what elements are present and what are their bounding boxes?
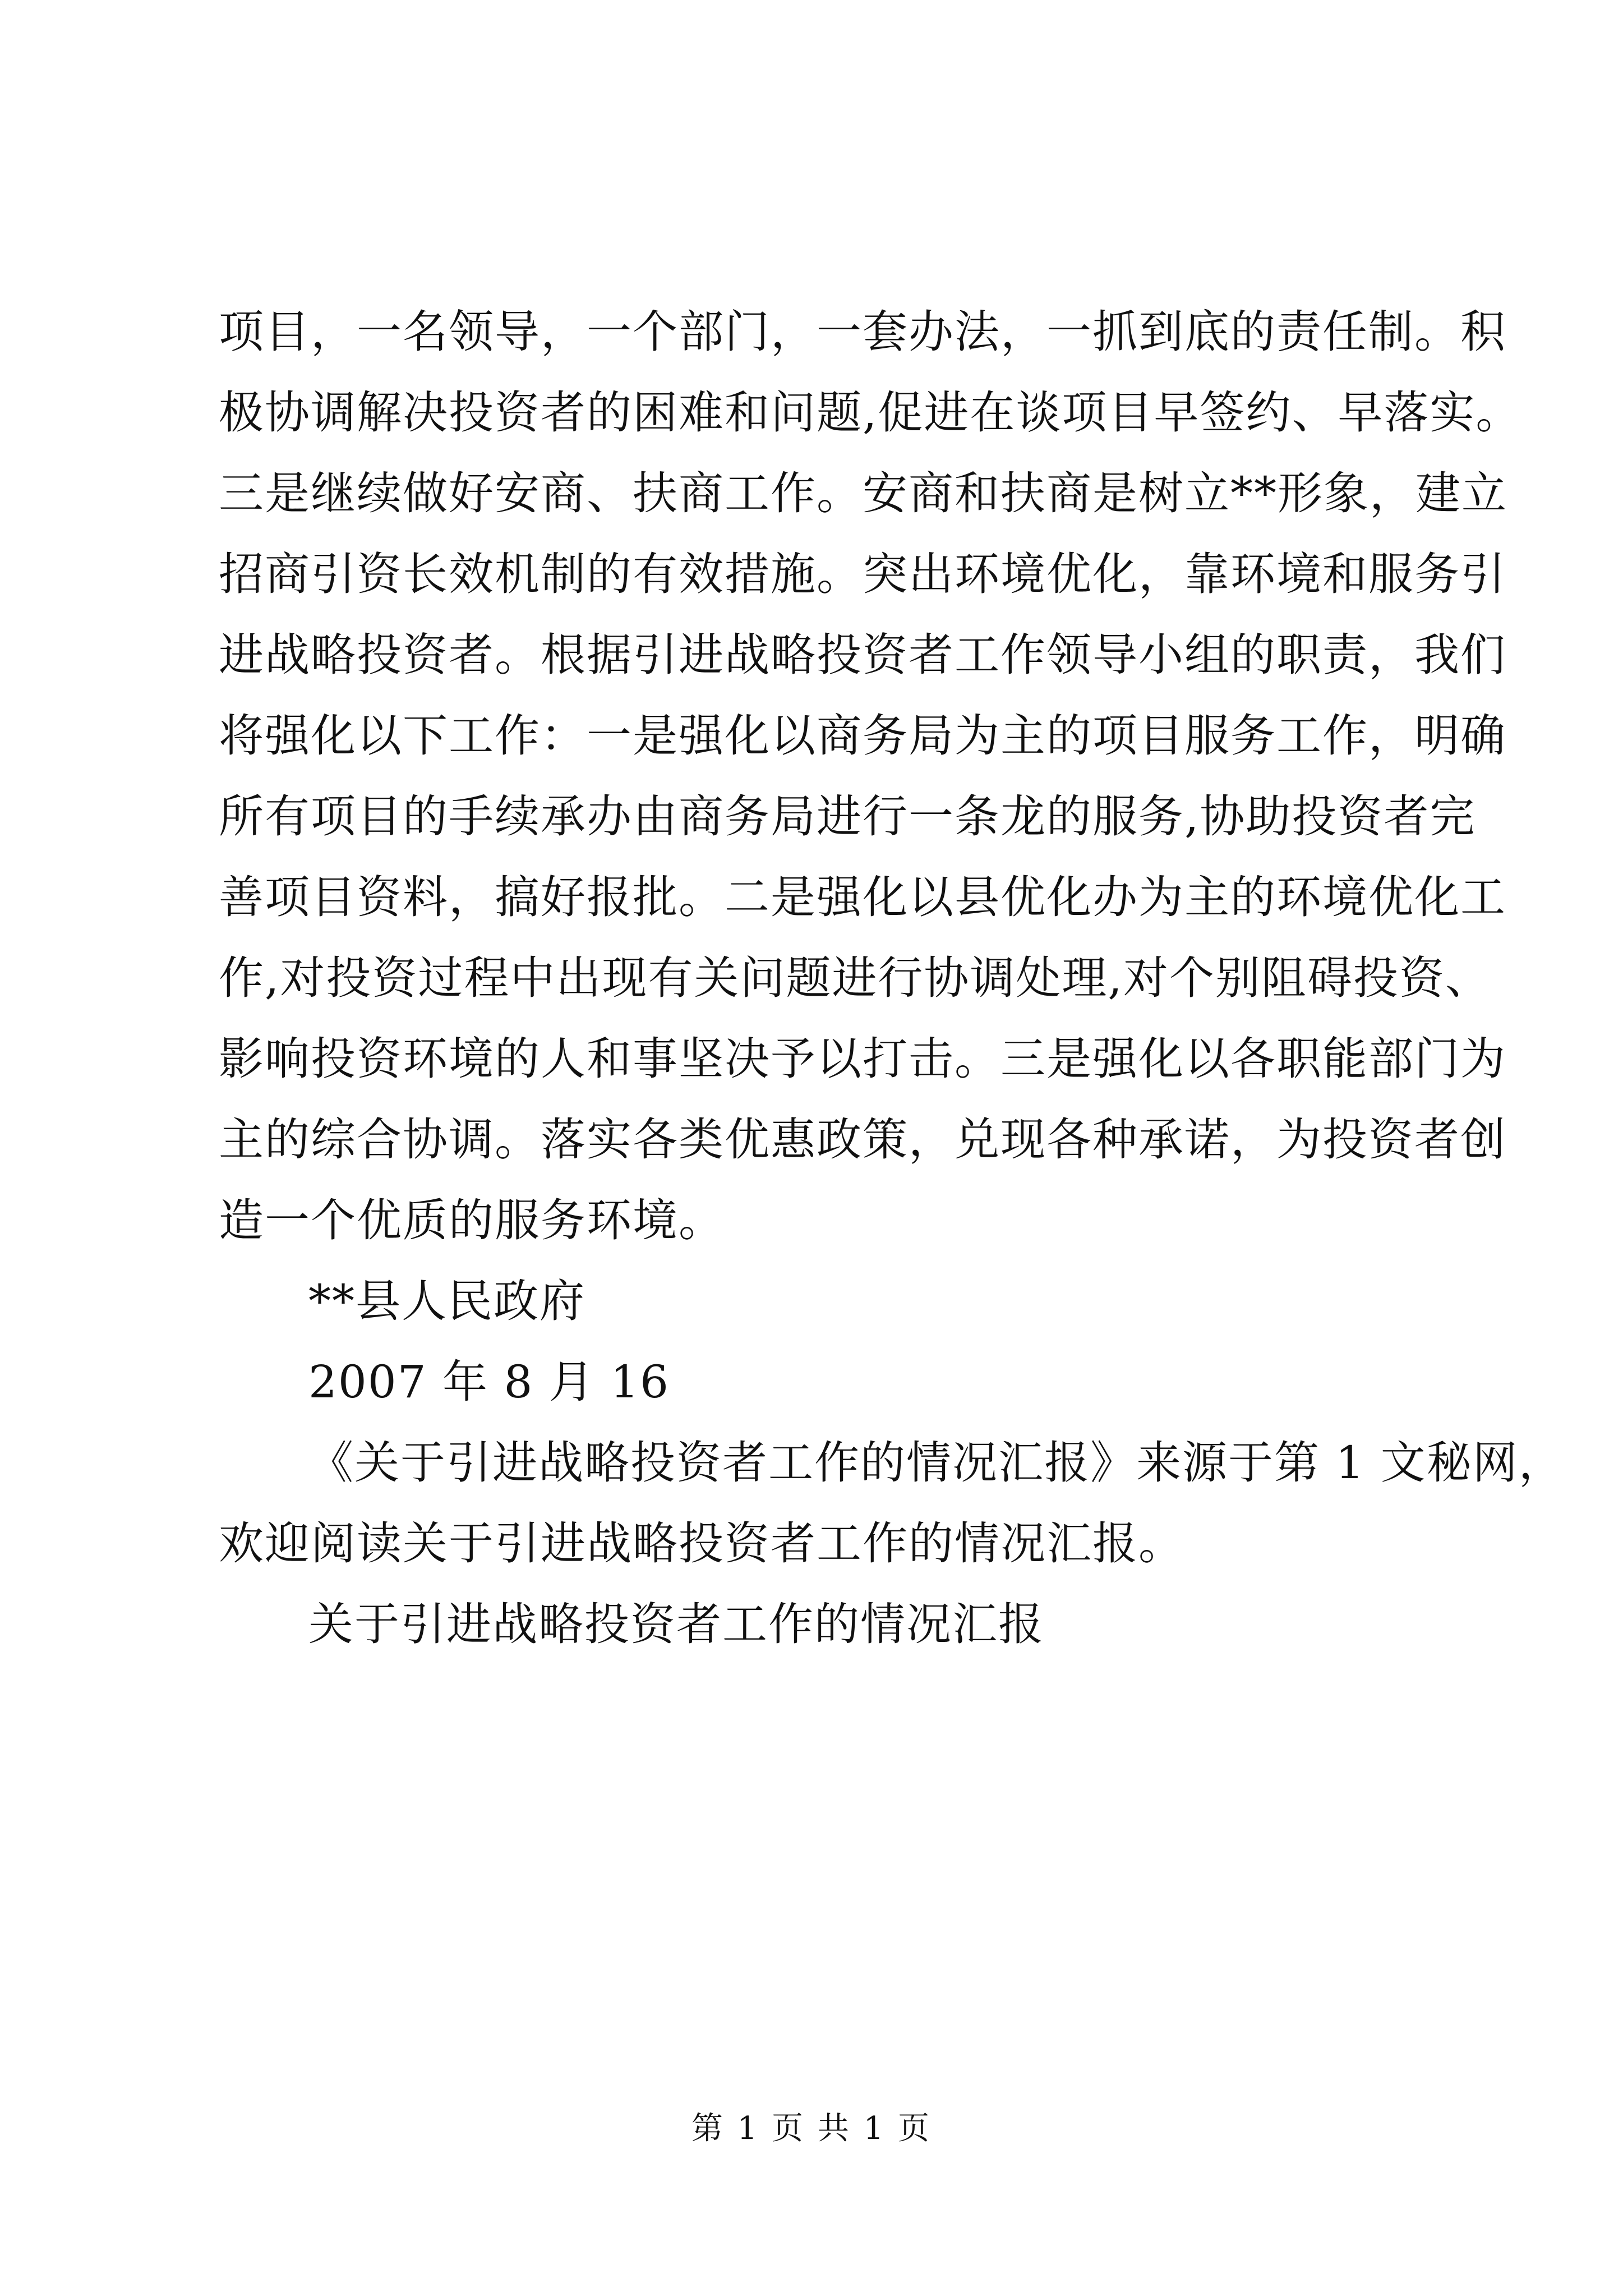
trailing-title-block: [219, 1584, 1419, 1665]
body-line: 极协调解决投资者的困难和问题,促进在谈项目早签约、早落实。: [219, 386, 1522, 439]
source-line: 欢迎阅读关于引进战略投资者工作的情况汇报。: [219, 1517, 1184, 1570]
page-footer: 第 1 页 共 1 页: [691, 2110, 932, 2147]
body-line: 所有项目的手续承办由商务局进行一条龙的服务,协助投资者完: [219, 790, 1476, 843]
signature-date: 2007 年 8 月 16: [308, 1356, 670, 1408]
body-line: 主的综合协调。落实各类优惠政策，兑现各种承诺，为投资者创: [219, 1114, 1506, 1166]
signature-block: [219, 1261, 1419, 1423]
body-line: 造一个优质的服务环境。: [219, 1194, 725, 1246]
body-line: 招商引资长效机制的有效措施。突出环境优化，靠环境和服务引: [219, 548, 1506, 600]
body-line: 进战略投资者。根据引进战略投资者工作领导小组的职责，我们: [219, 629, 1506, 681]
source-note: [219, 1423, 1565, 1584]
body-line: 三是继续做好安商、扶商工作。安商和扶商是树立**形象，建立: [219, 467, 1507, 519]
body-line: 将强化以下工作：一是强化以商务局为主的项目服务工作，明确: [219, 710, 1506, 762]
signature-org: **县人民政府: [308, 1275, 585, 1327]
body-line: 善项目资料，搞好报批。二是强化以县优化办为主的环境优化工: [219, 871, 1506, 923]
body-line: 影响投资环境的人和事坚决予以打击。三是强化以各职能部门为: [219, 1033, 1506, 1085]
source-line: 《关于引进战略投资者工作的情况汇报》来源于第 1 文秘网，: [308, 1437, 1565, 1489]
body-line: 项目，一名领导，一个部门，一套办法，一抓到底的责任制。积: [219, 306, 1506, 358]
body-paragraph: [219, 292, 1522, 1261]
trailing-title: 关于引进战略投资者工作的情况汇报: [308, 1598, 1044, 1650]
body-line: 作,对投资过程中出现有关问题进行协调处理,对个别阻碍投资、: [219, 952, 1491, 1004]
